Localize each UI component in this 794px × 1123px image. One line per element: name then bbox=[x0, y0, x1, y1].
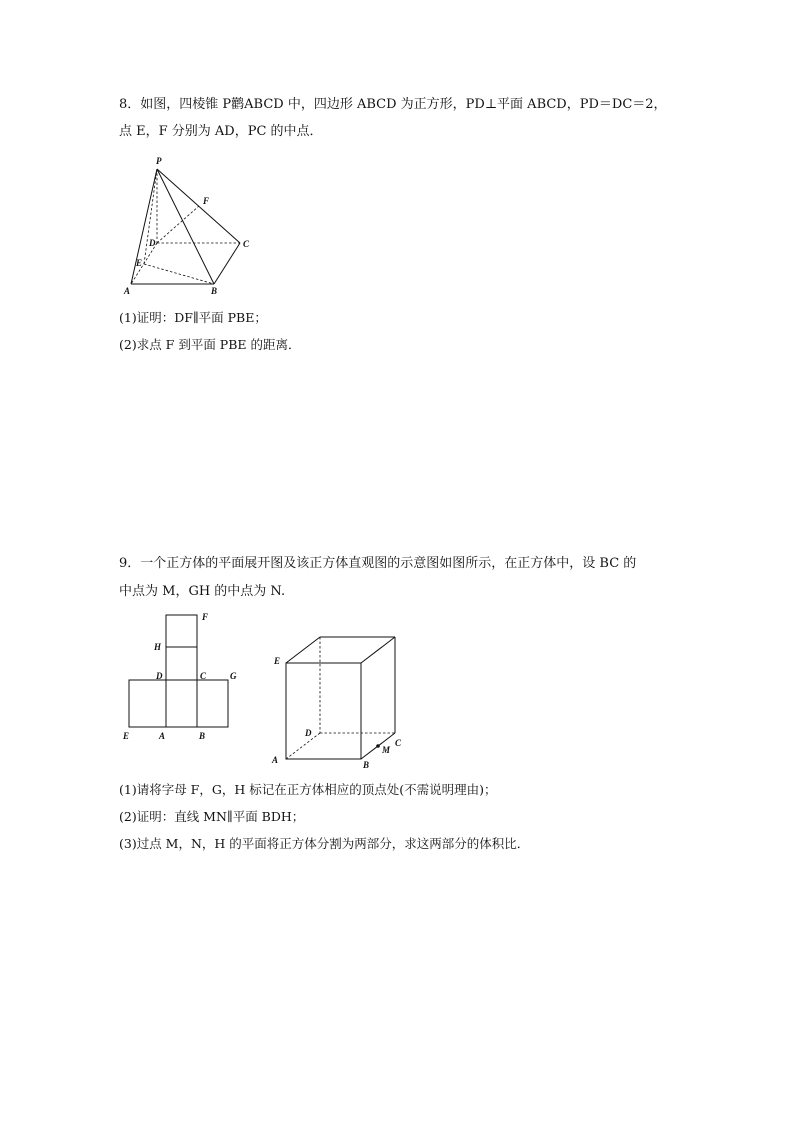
net-label-H: H bbox=[154, 642, 162, 652]
problem8-question1: (1)证明：DF∥平面 PBE； bbox=[119, 310, 267, 325]
problem8-line1: 8．如图，四棱锥 P鹳ABCD 中，四边形 ABCD 为正方形，PD⊥平面 ABCD，PD＝DC＝2， bbox=[119, 97, 667, 112]
cube-front-face bbox=[286, 663, 361, 759]
cube-label-B: B bbox=[363, 760, 370, 770]
cube-label-M: M bbox=[382, 745, 391, 755]
net-label-B: B bbox=[199, 731, 206, 741]
cube-hidden-edge-left bbox=[286, 733, 320, 759]
label-F: F bbox=[203, 196, 210, 206]
cube-label-D: D bbox=[305, 728, 312, 738]
label-P: P bbox=[156, 156, 162, 166]
cube-edge-top-right bbox=[361, 637, 395, 663]
label-B: B bbox=[211, 286, 218, 296]
label-C: C bbox=[243, 239, 250, 249]
cube-label-C: C bbox=[395, 738, 402, 748]
problem9-question1: (1)请将字母 F，G，H 标记在正方体相应的顶点处(不需说明理由)； bbox=[119, 782, 497, 797]
net-label-C: C bbox=[200, 671, 207, 681]
problem9-question2: (2)证明：直线 MN∥平面 BDH； bbox=[119, 809, 305, 824]
problem8-line2: 点 E，F 分别为 AD，PC 的中点． bbox=[119, 124, 323, 139]
cube-label-E: E bbox=[274, 656, 281, 666]
problem8-question2: (2)求点 F 到平面 PBE 的距离． bbox=[119, 337, 301, 352]
net-label-A: A bbox=[159, 731, 166, 741]
net-label-E: E bbox=[123, 731, 130, 741]
label-E: E bbox=[136, 258, 143, 268]
point-M bbox=[376, 744, 380, 748]
label-A: A bbox=[124, 286, 131, 296]
cube-edge-top-left bbox=[286, 637, 320, 663]
problem9-line2: 中点为 M，GH 的中点为 N. bbox=[119, 584, 286, 599]
problem9-line1: 9．一个正方体的平面展开图及该正方体直观图的示意图如图所示，在正方体中，设 BC 的 bbox=[119, 556, 637, 571]
cube-label-A: A bbox=[272, 755, 279, 765]
net-label-F: F bbox=[202, 612, 209, 622]
net-label-D: D bbox=[156, 671, 163, 681]
label-D: D bbox=[149, 238, 156, 248]
problem9-question3: (3)过点 M，N，H 的平面将正方体分割为两部分，求这两部分的体积比． bbox=[119, 836, 530, 851]
net-label-G: G bbox=[230, 671, 237, 681]
